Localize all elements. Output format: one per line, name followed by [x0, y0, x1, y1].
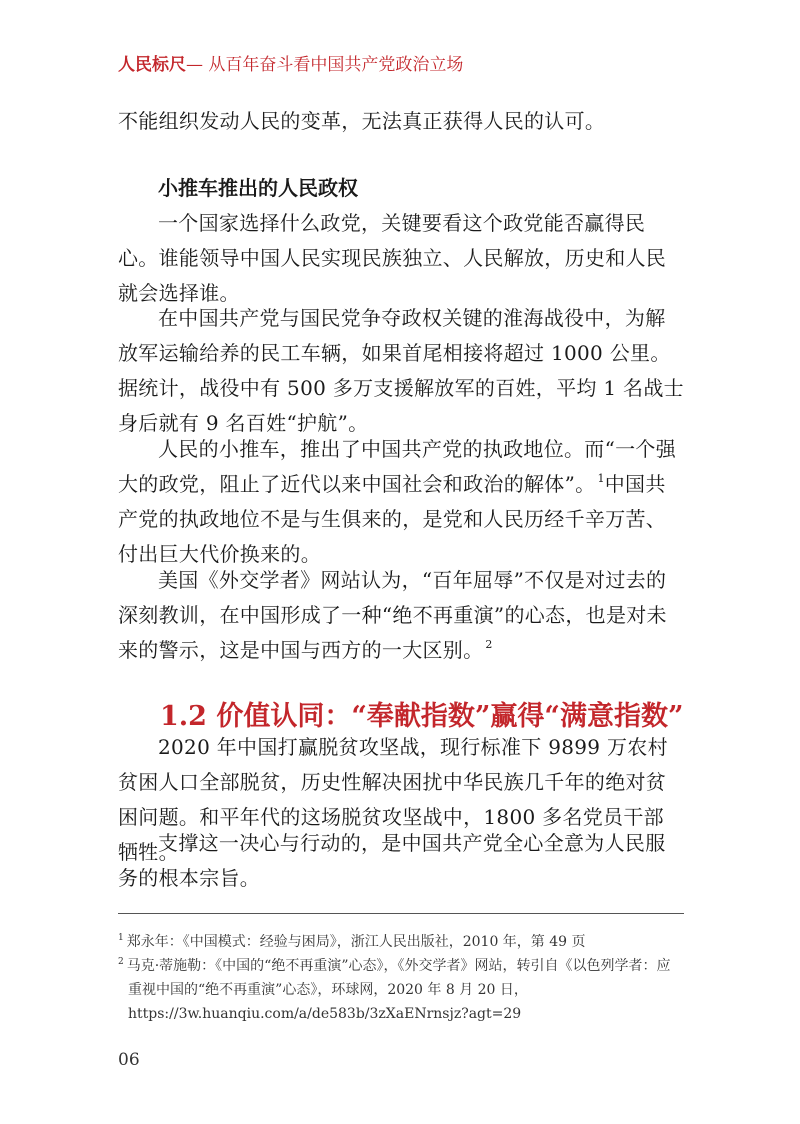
- paragraph-3: [118, 432, 684, 572]
- paragraph-2: 在中国共产党与国民党争夺政权关键的淮海战役中，为解放军运输给养的民工车辆，如果首尾相接将超过 1000 公里。据统计，战役中有 500 多万支援解放军的百姓，平均 1 名战士身后就有 9 名百姓“护航”。: [118, 306, 684, 435]
- continuation-paragraph: 不能组织发动人民的变革，无法真正获得人民的认可。: [118, 109, 606, 133]
- footnote-number: 2: [118, 957, 124, 967]
- footnote-item: [118, 930, 684, 954]
- book-brand: 人民标尺: [118, 55, 186, 75]
- footnote-ref-2: 2: [485, 638, 493, 651]
- running-header: [118, 50, 463, 75]
- book-subtitle: — 从百年奋斗看中国共产党政治立场: [186, 55, 464, 75]
- paragraph-3-part-1: 人民的小推车，推出了中国共产党的执政地位。而“一个强大的政党，阻止了近代以来中国社会和政治的解体”。: [118, 437, 677, 496]
- subheading: 小推车推出的人民政权: [158, 176, 358, 200]
- paragraph-3-part-2: 中国共产党的执政地位不是与生俱来的，是党和人民历经千辛万苦、付出巨大代价换来的。: [118, 472, 667, 566]
- paragraph-6: 支撑这一决心与行动的，是中国共产党全心全意为人民服务的根本宗旨。: [118, 831, 666, 890]
- footnote-number: 1: [118, 933, 124, 943]
- footnote-divider: [118, 913, 684, 914]
- paragraph-1: 一个国家选择什么政党，关键要看这个政党能否赢得民心。谁能领导中国人民实现民族独立、人民解放，历史和人民就会选择谁。: [118, 211, 667, 305]
- page-number: 06: [118, 1050, 140, 1070]
- paragraph-4-text: 美国《外交学者》网站认为，“百年屈辱”不仅是对过去的深刻教训，在中国形成了一种“绝不再重演”的心态，也是对未来的警示，这是中国与西方的一大区别。: [118, 568, 667, 662]
- footnote-item: [118, 954, 684, 1026]
- section-heading: 1.2 价值认同：“奉献指数”赢得“满意指数”: [160, 701, 684, 732]
- paragraph-5: 2020 年中国打赢脱贫攻坚战，现行标准下 9899 万农村贫困人口全部脱贫，历史性解决困扰中华民族几千年的绝对贫困问题。和平年代的这场脱贫攻坚战中，1800 多名党员干部牺牲。: [118, 735, 668, 864]
- footnote-text: 马克·蒂施勒：《中国的“绝不再重演”心态》，《外交学者》网站，转引自《以色列学者：应重视中国的“绝不再重演”心态》，环球网，2020 年 8 月 20 日，https://3w.huanqiu.com/a/de583b/3zXaENrnsjz?agt=29: [126, 958, 671, 1022]
- footnotes: [118, 930, 684, 1026]
- footnote-text: 郑永年：《中国模式：经验与困局》，浙江人民出版社，2010 年，第 49 页: [126, 934, 586, 950]
- paragraph-4: [118, 563, 684, 668]
- footnote-ref-1: 1: [597, 472, 605, 485]
